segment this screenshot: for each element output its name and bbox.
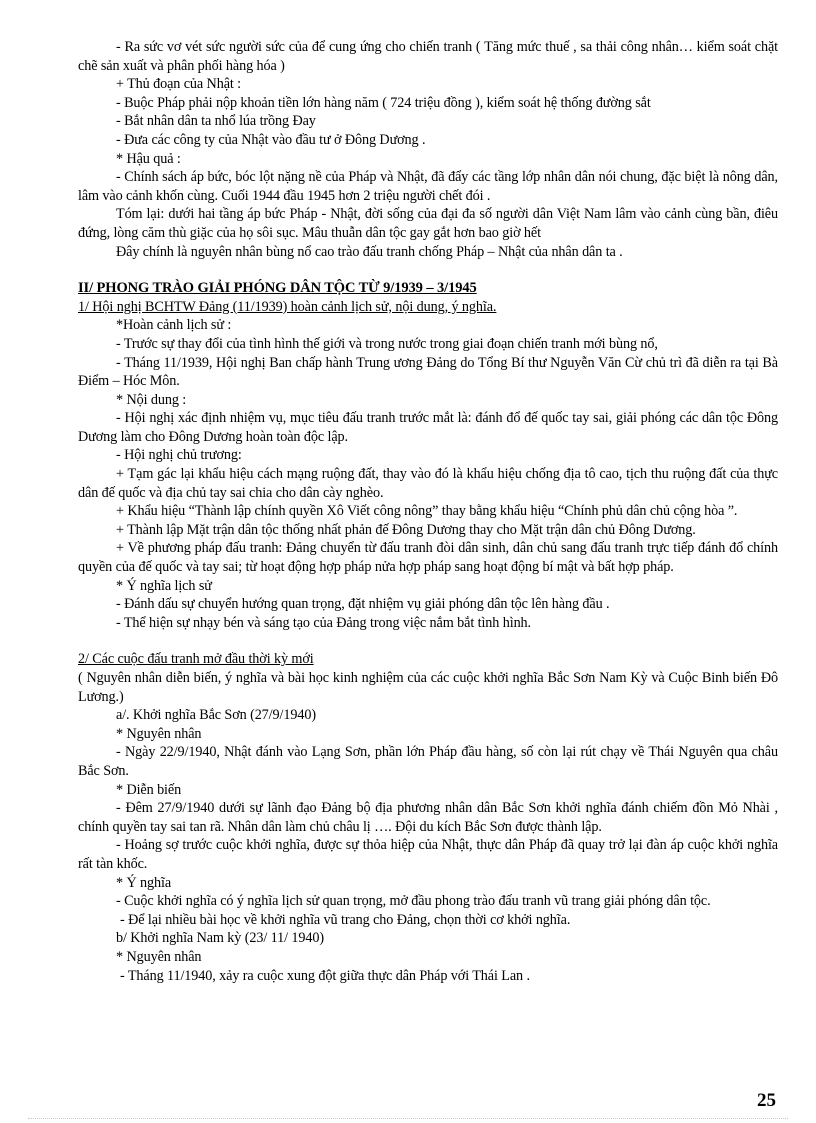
page-number: 25 <box>757 1090 776 1111</box>
paragraph: - Đưa các công ty của Nhật vào đầu tư ở Đông Dương . <box>116 131 426 148</box>
paragraph: + Khẩu hiệu “Thành lập chính quyền Xô Viết công nông” thay bằng khẩu hiệu “Chính phủ dân chủ cộng hòa ”. <box>116 503 738 520</box>
paragraph: * Diễn biến <box>116 781 182 798</box>
paragraph: * Nguyên nhân <box>116 948 202 965</box>
subheading: a/. Khởi nghĩa Bắc Sơn (27/9/1940) <box>116 707 316 724</box>
paragraph: - Buộc Pháp phải nộp khoản tiền lớn hàng năm ( 724 triệu đồng ), kiểm soát hệ thống đường sắt <box>116 94 651 111</box>
paragraph: - Trước sự thay đổi của tình hình thế giới và trong nước trong giai đoạn chiến tranh mới bùng nổ, <box>116 335 658 352</box>
paragraph: - Đánh dấu sự chuyển hướng quan trọng, đặt nhiệm vụ giải phóng dân tộc lên hàng đầu . <box>116 596 610 613</box>
paragraph: - Đêm 27/9/1940 dưới sự lãnh đạo Đảng bộ địa phương nhân dân Bắc Sơn khởi nghĩa đánh chiếm đồn Mỏ Nhài , chính quyền tay sai tan rã. Nhân dân làm chủ châu lị …. Đội du kích Bắc Sơn được thành lập. <box>78 800 778 835</box>
paragraph: - Ngày 22/9/1940, Nhật đánh vào Lạng Sơn, phần lớn Pháp đầu hàng, số còn lại rút chạy về Thái Nguyên qua châu Bắc Sơn. <box>78 744 778 779</box>
paragraph: - Hội nghị chủ trương: <box>116 447 242 464</box>
paragraph: + Thủ đoạn của Nhật : <box>116 76 242 93</box>
paragraph: - Hội nghị xác định nhiệm vụ, mục tiêu đấu tranh trước mắt là: đánh đổ đế quốc tay sai, giải phóng các dân tộc Đông Dương làm cho Đông Dương hoàn toàn độc lập. <box>78 410 778 445</box>
paragraph: Tóm lại: dưới hai tầng áp bức Pháp - Nhật, đời sống của đại đa số người dân Việt Nam lâm vào cảnh cùng bần, điêu đứng, lòng căm thù giặc của họ sôi sục. Mâu thuẫn dân tộc gay gắt hơn bao giờ hết <box>78 206 778 241</box>
paragraph: + Thành lập Mặt trận dân tộc thống nhất phản đế Đông Dương thay cho Mặt trận dân chủ Đông Dương. <box>116 521 696 538</box>
section-heading: II/ PHONG TRÀO GIẢI PHÓNG DÂN TỘC TỪ 9/1939 – 3/1945 <box>78 280 477 297</box>
paragraph: Đây chính là nguyên nhân bùng nổ cao trào đấu tranh chống Pháp – Nhật của nhân dân ta . <box>116 243 623 260</box>
subsection-heading: 2/ Các cuộc đấu tranh mở đầu thời kỳ mới <box>78 651 314 668</box>
paragraph: ( Nguyên nhân diễn biến, ý nghĩa và bài học kinh nghiệm của các cuộc khởi nghĩa Bắc Sơn Nam Kỳ và Cuộc Binh biến Đô Lương.) <box>78 670 778 705</box>
paragraph: - Tháng 11/1940, xảy ra cuộc xung đột giữa thực dân Pháp với Thái Lan . <box>120 967 530 984</box>
paragraph: - Ra sức vơ vét sức người sức của để cung ứng cho chiến tranh ( Tăng mức thuế , sa thải công nhân… kiểm soát chặt chẽ sản xuất và phân phối hàng hóa ) <box>78 39 778 74</box>
subheading: b/ Khởi nghĩa Nam kỳ (23/ 11/ 1940) <box>116 930 324 947</box>
paragraph: - Thể hiện sự nhạy bén và sáng tạo của Đảng trong việc nắm bắt tình hình. <box>116 614 532 631</box>
paragraph: - Hoảng sợ trước cuộc khởi nghĩa, được sự thỏa hiệp của Nhật, thực dân Pháp đã quay trở lại đàn áp cuộc khởi nghĩa rất tàn khốc. <box>78 837 778 872</box>
spacer <box>78 261 778 279</box>
footer-divider <box>28 1118 788 1119</box>
paragraph: - Tháng 11/1939, Hội nghị Ban chấp hành Trung ương Đảng do Tổng Bí thư Nguyễn Văn Cừ chủ trì đã diễn ra tại Bà Điểm – Hóc Môn. <box>78 354 778 390</box>
paragraph: - Bắt nhân dân ta nhổ lúa trồng Đay <box>116 113 316 130</box>
paragraph: - Chính sách áp bức, bóc lột nặng nề của Pháp và Nhật, đã đẩy các tầng lớp nhân dân nói chung, đặc biệt là nông dân, lâm vào cảnh khốn cùng. Cuối 1944 đầu 1945 hơn 2 triệu người chết đói . <box>78 169 778 204</box>
document-page <box>78 38 778 985</box>
paragraph: * Ý nghĩa lịch sử <box>116 577 212 594</box>
paragraph: *Hoàn cảnh lịch sử : <box>116 317 232 334</box>
paragraph: + Tạm gác lại khẩu hiệu cách mạng ruộng đất, thay vào đó là khẩu hiệu chống địa tô cao, tịch thu ruộng đất của thực dân đế quốc và địa chủ tay sai chia cho dân cày nghèo. <box>78 466 778 501</box>
paragraph: * Hậu quả : <box>116 150 181 167</box>
paragraph: * Nguyên nhân <box>116 725 202 742</box>
paragraph: * Nội dung : <box>116 391 187 408</box>
spacer <box>78 632 778 650</box>
paragraph: - Cuộc khởi nghĩa có ý nghĩa lịch sử quan trọng, mở đầu phong trào đấu tranh vũ trang giải phóng dân tộc. <box>116 893 711 910</box>
paragraph: * Ý nghĩa <box>116 874 172 891</box>
paragraph: + Về phương pháp đấu tranh: Đảng chuyển từ đấu tranh đòi dân sinh, dân chủ sang đấu tranh trực tiếp đánh đổ chính quyền của đế quốc và tay sai; từ hoạt động hợp pháp nửa hợp pháp sang hoạt động bí mật và bất hợp pháp. <box>78 540 778 576</box>
paragraph: - Để lại nhiều bài học về khởi nghĩa vũ trang cho Đảng, chọn thời cơ khởi nghĩa. <box>120 911 571 928</box>
subsection-heading: 1/ Hội nghị BCHTW Đảng (11/1939) hoàn cảnh lịch sử, nội dung, ý nghĩa. <box>78 298 497 315</box>
